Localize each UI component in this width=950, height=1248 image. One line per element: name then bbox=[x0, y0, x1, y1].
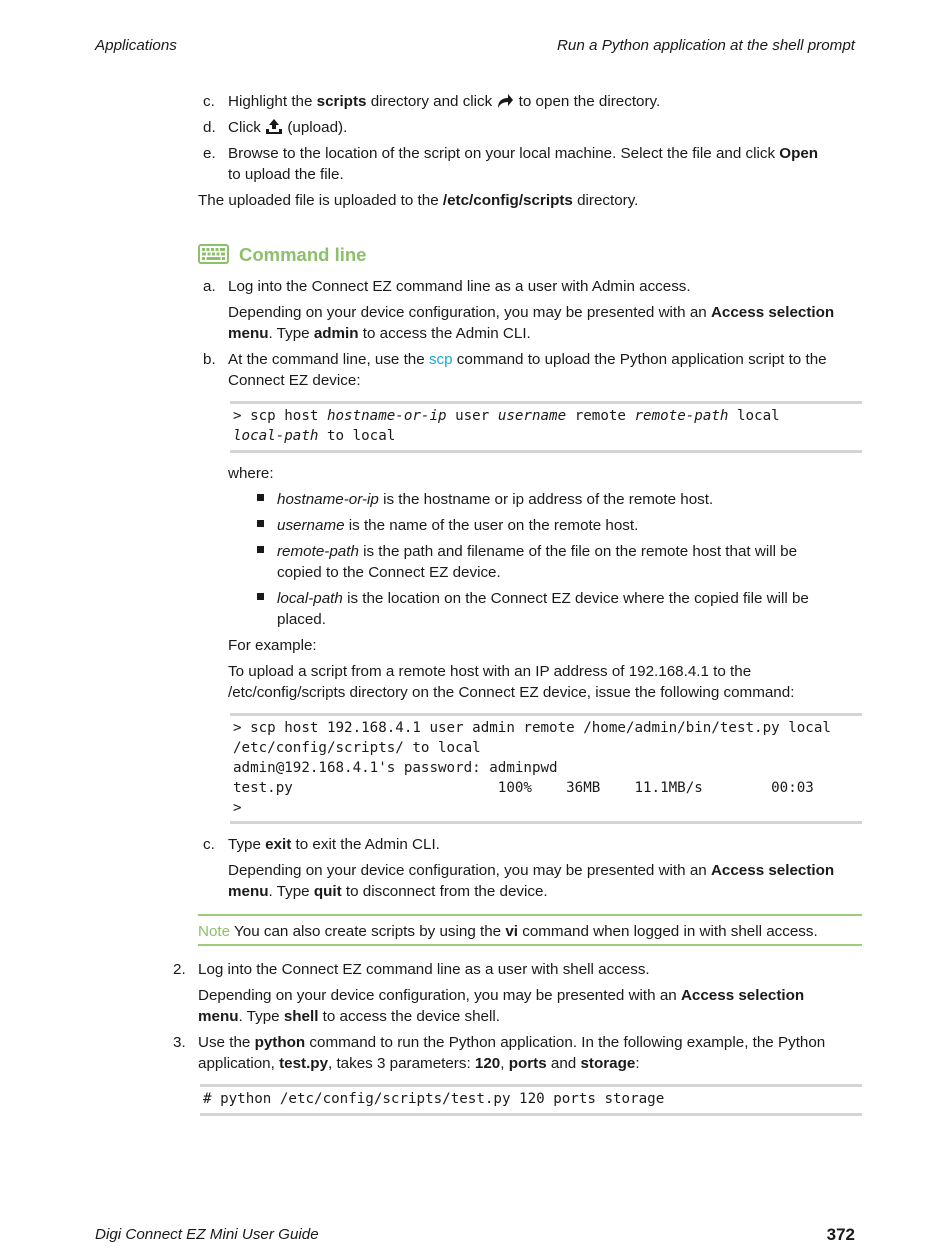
text: Depending on your device configuration, you may be presented with an bbox=[228, 862, 711, 879]
text: Highlight the bbox=[228, 93, 317, 110]
syntax-code-block bbox=[230, 401, 862, 453]
forward-arrow-icon bbox=[496, 93, 514, 115]
code-line: > bbox=[233, 800, 242, 816]
code-param: username bbox=[497, 408, 567, 424]
code-line: /etc/config/scripts/ to local bbox=[233, 740, 481, 756]
running-header-left: Applications bbox=[95, 37, 177, 54]
example-paragraph-line2: /etc/config/scripts directory on the Connect EZ device, issue the following command: bbox=[228, 684, 795, 701]
list-item bbox=[277, 541, 797, 562]
step-e-line2: to upload the file. bbox=[228, 166, 344, 183]
bold-term: vi bbox=[505, 923, 518, 940]
text: directory and click bbox=[366, 93, 497, 110]
text: is the path and filename of the file on the remote host that will be bbox=[358, 543, 798, 560]
text: Depending on your device configuration, you may be presented with an bbox=[198, 987, 681, 1004]
step-label: c. bbox=[203, 836, 215, 853]
text: to access the Admin CLI. bbox=[358, 325, 531, 342]
step-3-text bbox=[198, 1032, 825, 1053]
bold-term: Access selection bbox=[710, 304, 835, 321]
text: Use the bbox=[198, 1034, 255, 1051]
bullet-marker bbox=[257, 546, 264, 553]
step-label: 3. bbox=[173, 1034, 186, 1051]
where-label: where: bbox=[228, 465, 274, 482]
bold-term: Access selection bbox=[680, 987, 805, 1004]
bold-term: Open bbox=[779, 145, 819, 162]
bold-term: shell bbox=[283, 1008, 319, 1025]
text: is the hostname or ip address of the remote host. bbox=[378, 491, 714, 508]
running-header-right: Run a Python application at the shell prompt bbox=[556, 37, 855, 54]
text: command to upload the Python application script to the bbox=[452, 351, 827, 368]
code-line bbox=[233, 406, 862, 426]
step-c-sub-line1 bbox=[228, 860, 834, 881]
text: , takes 3 parameters: bbox=[328, 1055, 475, 1072]
text: is the location on the Connect EZ device where the copied file will be bbox=[342, 590, 809, 607]
text: to disconnect from the device. bbox=[341, 883, 548, 900]
bold-term: test.py bbox=[279, 1055, 329, 1072]
step-2-sub-line2 bbox=[198, 1006, 500, 1027]
step-b-text bbox=[228, 349, 827, 370]
bullet-marker bbox=[257, 520, 264, 527]
bold-term: /etc/config/scripts bbox=[442, 192, 573, 209]
step-label: 2. bbox=[173, 961, 186, 978]
bold-term: scripts bbox=[316, 93, 367, 110]
code-line: test.py 100% 36MB 11.1MB/s 00:03 bbox=[233, 780, 814, 796]
upload-icon bbox=[265, 118, 283, 141]
text: . Type bbox=[268, 883, 314, 900]
text: , bbox=[500, 1055, 509, 1072]
step-b-line2: Connect EZ device: bbox=[228, 372, 361, 389]
text: Depending on your device configuration, you may be presented with an bbox=[228, 304, 711, 321]
text: application, bbox=[198, 1055, 280, 1072]
text: Click bbox=[228, 119, 266, 136]
bold-term: 120 bbox=[474, 1055, 501, 1072]
step-c-sub-line2 bbox=[228, 881, 548, 902]
code-text: > scp host bbox=[233, 408, 327, 424]
code-text: local bbox=[728, 408, 780, 424]
step-d-text bbox=[228, 117, 347, 141]
note-label: Note bbox=[198, 923, 231, 940]
step-label: a. bbox=[203, 278, 216, 295]
page-number: 372 bbox=[826, 1225, 855, 1244]
text: to open the directory. bbox=[514, 93, 661, 110]
scp-link[interactable]: scp bbox=[428, 351, 453, 368]
step-a-sub-line1 bbox=[228, 302, 834, 323]
text: command when logged in with shell access. bbox=[518, 923, 818, 940]
running-footer-title: Digi Connect EZ Mini User Guide bbox=[95, 1226, 319, 1243]
list-item-line2: copied to the Connect EZ device. bbox=[277, 564, 501, 581]
section-title: Command line bbox=[239, 244, 367, 265]
text: . Type bbox=[238, 1008, 284, 1025]
term: hostname-or-ip bbox=[277, 491, 379, 508]
bold-term: menu bbox=[198, 1008, 239, 1025]
term: username bbox=[277, 517, 345, 534]
step-a-text: Log into the Connect EZ command line as a user with Admin access. bbox=[228, 278, 691, 295]
list-item-line2: placed. bbox=[277, 611, 326, 628]
code-line: admin@192.168.4.1's password: adminpwd bbox=[233, 760, 558, 776]
step-label: d. bbox=[203, 119, 216, 136]
code-param: hostname-or-ip bbox=[326, 408, 447, 424]
step-label: c. bbox=[203, 93, 215, 110]
code-line bbox=[233, 426, 862, 446]
code-line: > scp host 192.168.4.1 user admin remote /home/admin/bin/test.py local bbox=[233, 720, 831, 736]
code-line: # python /etc/config/scripts/test.py 120 ports storage bbox=[203, 1091, 665, 1107]
text: and bbox=[546, 1055, 581, 1072]
note-box bbox=[198, 914, 862, 946]
bullet-marker bbox=[257, 593, 264, 600]
bold-term: storage bbox=[580, 1055, 636, 1072]
list-item bbox=[277, 515, 638, 536]
step-a-sub-line2 bbox=[228, 323, 531, 344]
bold-term: python bbox=[254, 1034, 306, 1051]
example-code-block bbox=[230, 713, 862, 824]
code-text: user bbox=[446, 408, 498, 424]
text: is the name of the user on the remote host. bbox=[344, 517, 639, 534]
bold-term: menu bbox=[228, 325, 269, 342]
text: to access the device shell. bbox=[318, 1008, 500, 1025]
bold-term: Access selection bbox=[710, 862, 835, 879]
bullet-marker bbox=[257, 494, 264, 501]
text: You can also create scripts by using the bbox=[230, 923, 506, 940]
code-text: remote bbox=[566, 408, 635, 424]
python-code-block bbox=[200, 1084, 862, 1116]
bold-term: exit bbox=[265, 836, 292, 853]
step-c-cli-text bbox=[228, 834, 440, 855]
step-c-text bbox=[228, 91, 660, 115]
text: At the command line, use the bbox=[228, 351, 429, 368]
step-label: b. bbox=[203, 351, 216, 368]
list-item bbox=[277, 489, 713, 510]
term: remote-path bbox=[277, 543, 359, 560]
text: directory. bbox=[572, 192, 639, 209]
text: to exit the Admin CLI. bbox=[291, 836, 440, 853]
step-3-line2 bbox=[198, 1053, 640, 1074]
keyboard-icon bbox=[198, 244, 229, 270]
text: : bbox=[635, 1055, 640, 1072]
text: . Type bbox=[268, 325, 314, 342]
bold-term: menu bbox=[228, 883, 269, 900]
bold-term: admin bbox=[313, 325, 359, 342]
example-paragraph-line1: To upload a script from a remote host with an IP address of 192.168.4.1 to the bbox=[228, 663, 752, 680]
uploaded-paragraph bbox=[198, 190, 638, 211]
term: local-path bbox=[277, 590, 343, 607]
step-label: e. bbox=[203, 145, 216, 162]
text: (upload). bbox=[283, 119, 348, 136]
step-2-sub-line1 bbox=[198, 985, 804, 1006]
text: Type bbox=[228, 836, 266, 853]
code-param: local-path bbox=[233, 428, 319, 444]
text: The uploaded file is uploaded to the bbox=[198, 192, 443, 209]
step-2-text: Log into the Connect EZ command line as a user with shell access. bbox=[198, 961, 650, 978]
code-text: to local bbox=[318, 428, 396, 444]
text: Browse to the location of the script on your local machine. Select the file and click bbox=[228, 145, 780, 162]
text: command to run the Python application. In the following example, the Python bbox=[305, 1034, 826, 1051]
bold-term: quit bbox=[313, 883, 342, 900]
step-e-text bbox=[228, 143, 818, 164]
code-param: remote-path bbox=[634, 408, 729, 424]
bold-term: ports bbox=[508, 1055, 547, 1072]
for-example-label: For example: bbox=[228, 637, 317, 654]
list-item bbox=[277, 588, 809, 609]
